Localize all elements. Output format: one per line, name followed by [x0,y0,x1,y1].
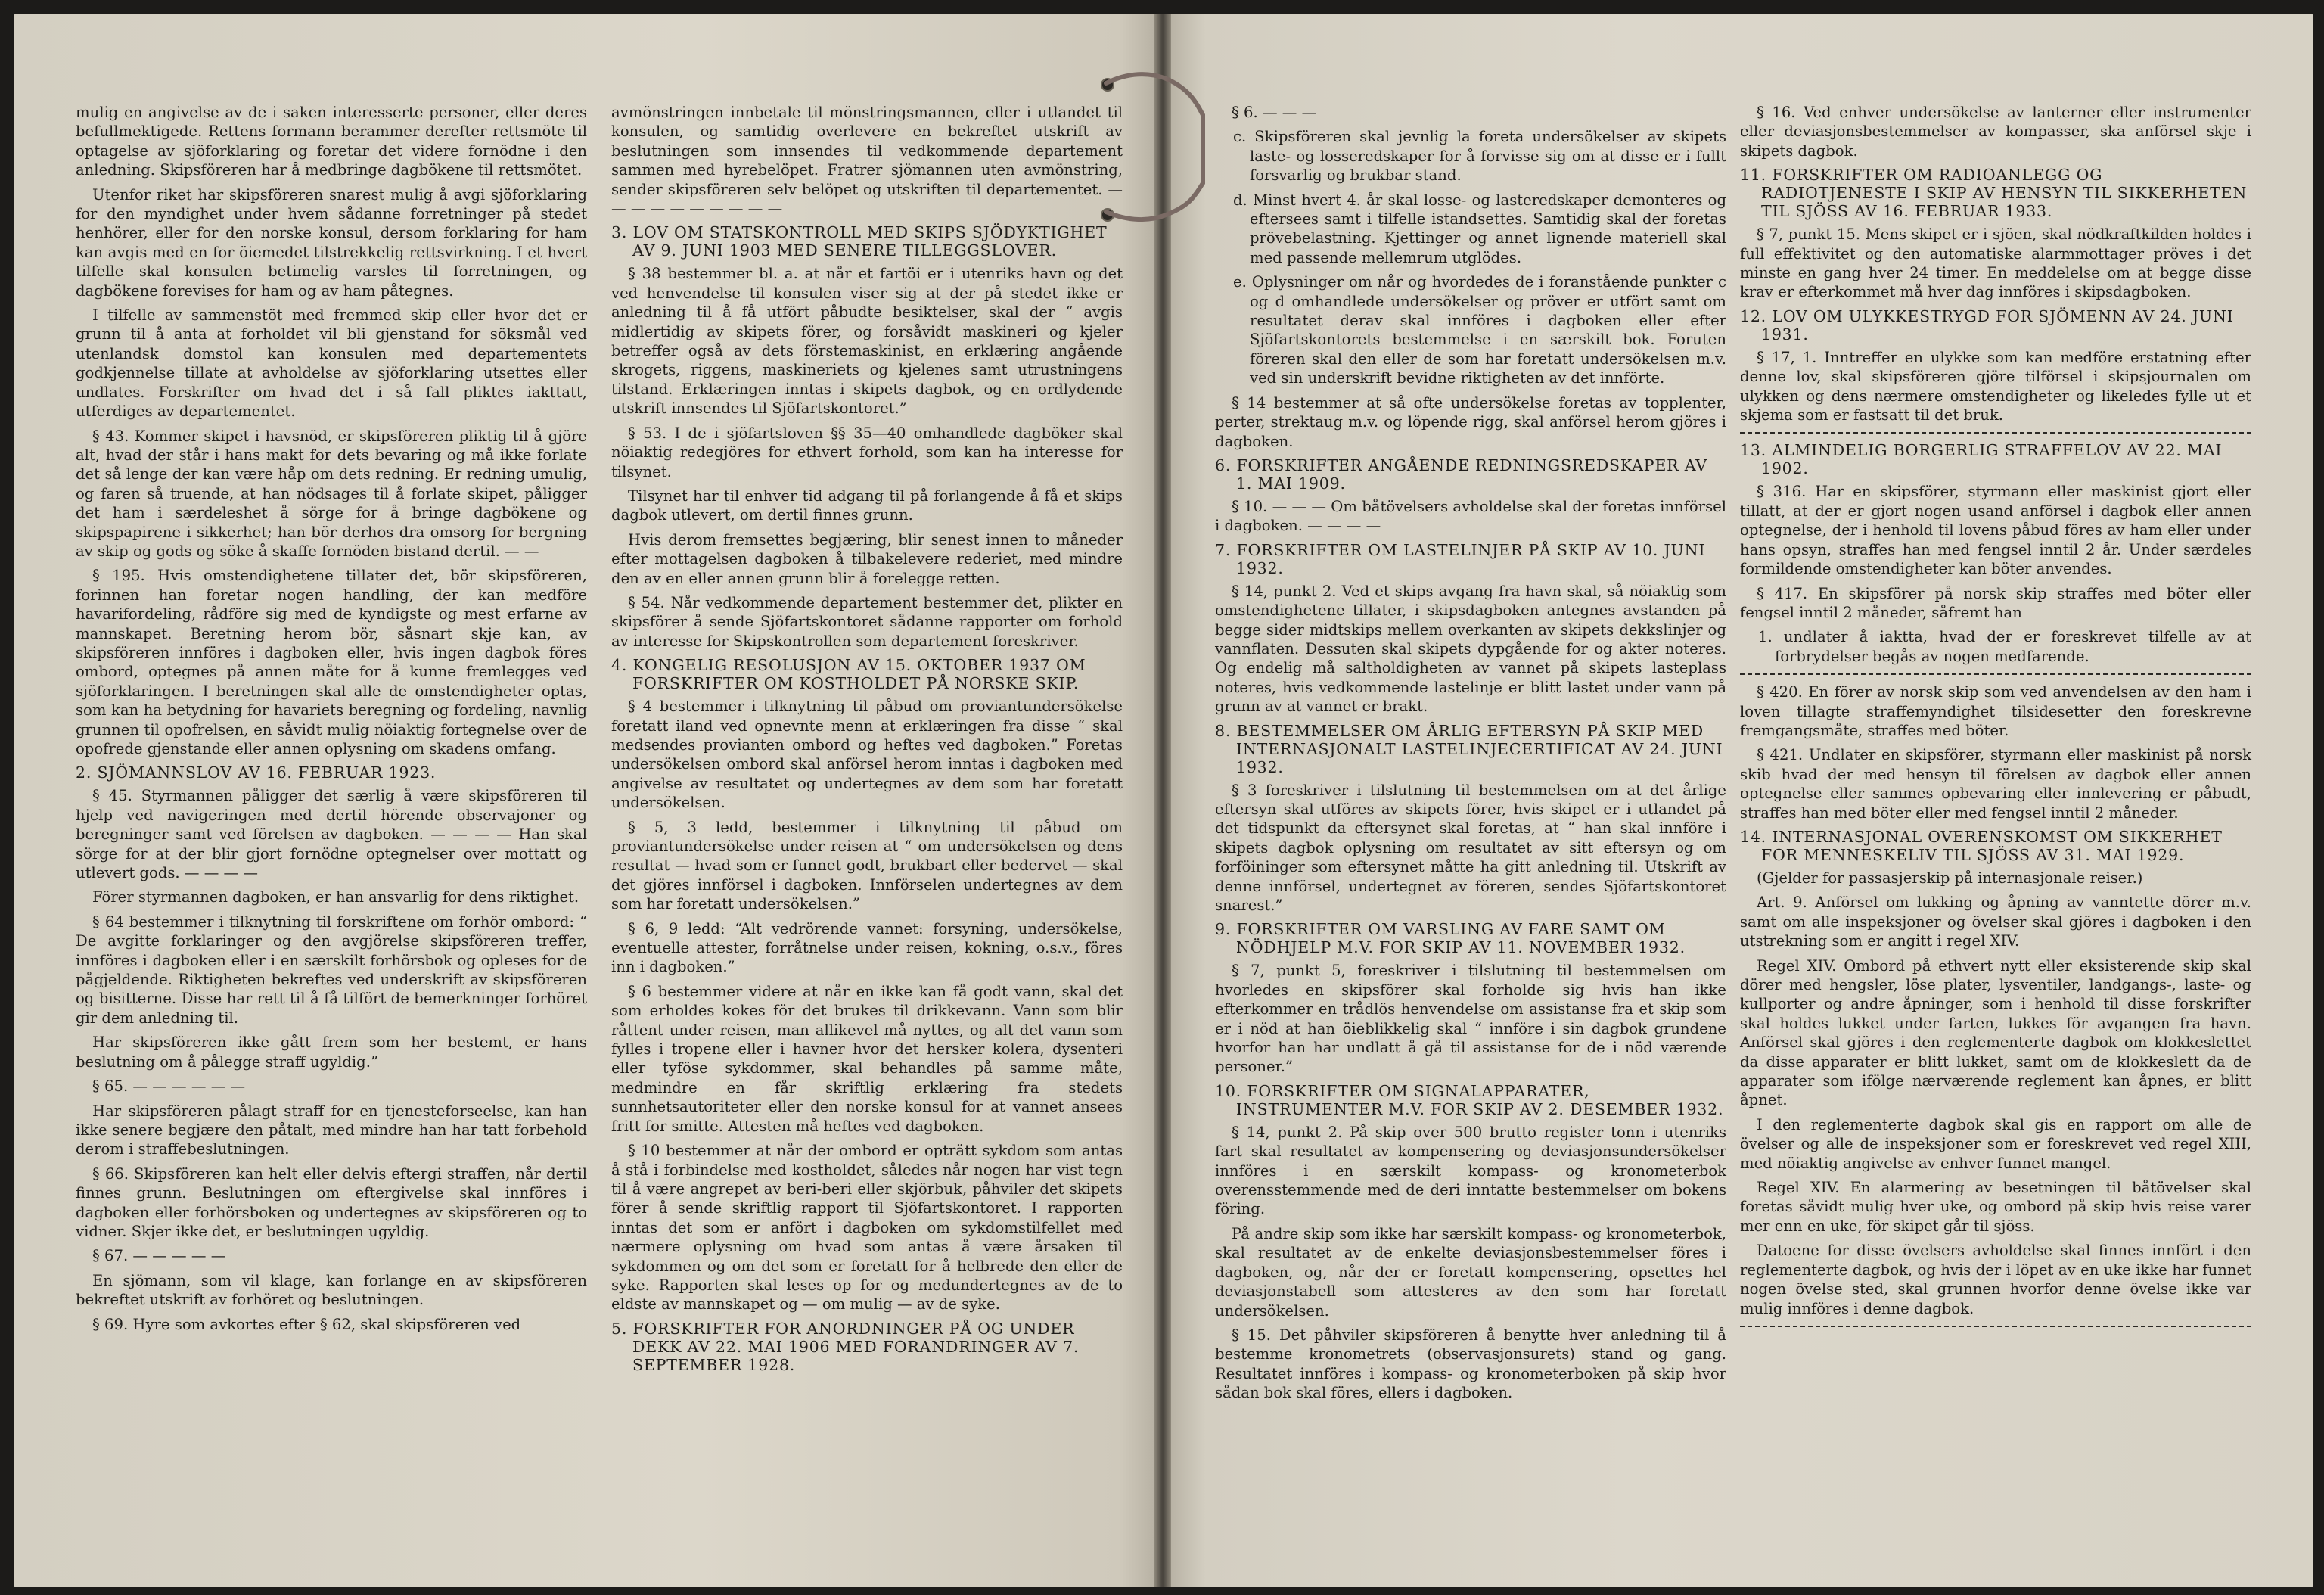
section-heading: 3. LOV OM STATSKONTROLL MED SKIPS SJÖDYKTIGHET AV 9. JUNI 1903 MED SENERE TILLEGGSLOVER. [611,223,1108,260]
body-paragraph: § 65. — — — — — — [92,1077,246,1096]
list-item: 1. undlater å iaktta, hvad der er foreskrevet tilfelle av at forbrydelser begås av nogen medfarende. [1758,628,2251,665]
body-paragraph: § 10 bestemmer at når der ombord er opträtt sykdom som antas å stå i forbindelse med kostholdet, således når nogen har vist tegn til å være angrepet av beri-beri eller skjörbuk, påhviler det skipets förer å sende skriftlig rapport til Sjöfartskontoret. I rapporten inntas det som er anfört i dagboken om sykdomstilfellet med nærmere oplysning om hvad som antas å være årsaken til sykdommen og om det som er foretatt for å helbrede den eller de syke. Rapporten skal leses op for og medundertegnes av de to eldste av mannskapet og — om mulig — av de syke. [611,1142,1123,1314]
body-paragraph: § 38 bestemmer bl. a. at når et fartöi er i utenriks havn og det ved henvendelse til konsulen viser sig at der på stedet ikke er anledning til å få utfört påbudte besiktelser, skal der “ avgis midlertidig av skipets förer, og forsåvidt maskineri og kjeler betreffer også av dets förstemaskinist, en erklæring angående skrogets, riggens, maskineriets og kjelenes samt utrustningens tilstand. Erklæringen inntas i skipets dagbok, og en ordlydende utskrift innsendes til Sjöfartskontoret.” [611,265,1123,418]
body-paragraph: Förer styrmannen dagboken, er han ansvarlig for dens riktighet. [92,888,579,906]
body-paragraph: § 53. I de i sjöfartsloven §§ 35—40 omhandlede dagböker skal nöiaktig redegjöres for ethvert forhold, som kan ha interesse for tilsynet. [611,424,1123,480]
book-gutter [1154,14,1171,1587]
body-paragraph: Art. 9. Anförsel om lukking og åpning av vanntette dörer m.v. samt om alle inspeksjoner og övelser skal gjöres i dagboken i den utstrekning som er angitt i regel XIV. [1740,894,2251,950]
body-paragraph: En sjömann, som vil klage, kan forlange en av skipsföreren bekreftet utskrift av forhöret og beslutningen. [76,1271,587,1309]
body-paragraph: § 15. Det påhviler skipsföreren å benytte hver anledning til å bestemme kronometrets (observasjonsurets) stand og gang. Resultatet innföres i kompass- og kronometerboken på skip hvor sådan bok skal föres, ellers i dagboken. [1215,1326,1726,1402]
body-paragraph: § 7, punkt 5, foreskriver i tilslutning til bestemmelsen om hvorledes en skipsförer skal forholde sig hvis han ikke efterkommer en trådlös henvendelse om assistanse fra et skip som er i nöd at han öieblikkelig skal “ innföre i sin dagbok grundene hvorfor han har undlatt å gå til assistanse for de i nöd værende personer.” [1215,962,1726,1076]
body-paragraph: § 14, punkt 2. På skip over 500 brutto register tonn i utenriks fart skal resultatet av kompensering og deviasjonsundersökelser innföres i en særskilt kompass- og kronometerbok overensstemmende med de deri inntatte bestemmelser om bokens föring. [1215,1123,1726,1218]
body-paragraph: § 420. En förer av norsk skip som ved anvendelsen av den ham i loven tillagte straffemyndighet tilsidesetter den foreskrevne fremgangsmåte, straffes med böter. [1740,683,2251,739]
body-paragraph: § 54. Når vedkommende departement bestemmer det, plikter en skipsförer å sende Sjöfartskontoret sådanne rapporter om forhold av interesse for Skipskontrollen som departement foreskriver. [611,593,1123,650]
body-paragraph: § 67. — — — — — [92,1247,226,1265]
section-heading: 4. KONGELIG RESOLUSJON AV 15. OKTOBER 1937 OM FORSKRIFTER OM KOSTHOLDET PÅ NORSKE SKIP. [611,656,1086,693]
body-paragraph: § 421. Undlater en skipsförer, styrmann eller maskinist på norsk skib hvad der med hensyn til förelsen av dagbok eller annen optegnelse eller sammes opbevaring eller innlevering er påbudt, straffes han med böter eller med fengsel inntil 2 måneder. [1740,746,2251,822]
right-page-column-2 [1740,103,2251,1335]
body-paragraph: § 3 foreskriver i tilslutning til bestemmelsen om at det årlige eftersyn skal utföres av skipets förer, hvis skipet er i utlandet på det tidspunkt da eftersynet skal foretas, at “ han skal innföre i skipets dagbok oplysning om resultatet av sitt eftersyn og om forföininger som eftersynet måtte ha gitt anledning til. Utskrift av denne innförsel, undertegnet av föreren, sendes Sjöfartskontoret snarest.” [1215,781,1726,914]
body-paragraph: § 4 bestemmer i tilknytning til påbud om proviantundersökelse foretatt iland ved opnevnte menn at erklæringen fra disse “ skal medsendes provianten ombord og heftes ved dagboken.” Foretas undersökelsen ombord skal anförsel herom inntas i dagboken med angivelse av resultatet og undertegnes av dem som har foretatt undersökelsen. [611,698,1123,812]
section-heading: 8. BESTEMMELSER OM ÅRLIG EFTERSYN PÅ SKIP MED INTERNASJONALT LASTELINJECERTIFICAT AV 24. JUNI 1932. [1215,721,1723,776]
body-paragraph: § 64 bestemmer i tilknytning til forskriftene om forhör ombord: “ De avgitte forklaringer og den avgjörelse skipsföreren treffer, innföres i dagboken eller i en særskilt forhörsbok og opleses for de pågjeldende. Riktigheten bekreftes ved underskrift av skipsföreren og bisitterne. Disse har rett til å få tilfört de bemerkninger forhöret gir dem anledning til. [76,913,587,1027]
body-paragraph: mulig en angivelse av de i saken interesserte personer, eller deres befullmektigede. Rettens formann berammer derefter rettsmöte til optagelse av sjöforklaring og foretar det videre fornödne i den anledning. Skipsföreren har å medbringe dagbökene til rettsmötet. [76,104,587,179]
body-paragraph: Hvis derom fremsettes begjæring, blir senest innen to måneder efter mottagelsen dagboken å tilbakelevere rederiet, med mindre den av en eller annen grunn blir å forelegge retten. [611,530,1123,587]
thread-upper-loop [1106,74,1203,115]
body-paragraph: § 7, punkt 15. Mens skipet er i sjöen, skal nödkraftkilden holdes i full effektivitet og den automatiske alarmmottager pröves i det minste en gang hver 24 timer. En meddelelse om at begge disse krav er efterkommet må hver dag innföres i skipsdagboken. [1740,225,2251,301]
section-heading: 12. LOV OM ULYKKESTRYGD FOR SJÖMENN AV 24. JUNI 1931. [1740,306,2234,344]
right-page-column-1 [1215,103,1726,1408]
body-paragraph: § 5, 3 ledd, bestemmer i tilknytning til påbud om proviantundersökelse under reisen at “ om undersökelsen og dens resultat — hvad som er funnet godt, brukbart eller bedervet — skal det gjöres innförsel i dagboken. Innförselen undertegnes av dem som har foretatt undersökelsen.” [611,818,1123,913]
body-paragraph: § 14, punkt 2. Ved et skips avgang fra havn skal, så nöiaktig som omstendighetene tillater, i skipsdagboken antegnes avstanden på begge sider midtskips mellem overkanten av skipets dekkslinjer og vannflaten. Dessuten skal skipets dypgående for og akter noteres. Og endelig må saltholdigheten av vannet på skipets lasteplass noteres, hvis vedkommende lastelinje er blitt lastet under vann på grunn av at vannet er brakt. [1215,582,1726,716]
list-item: c. Skipsföreren skal jevnlig la foreta undersökelser av skipets laste- og losseredskaper for å forvisse sig om at disse er i fullt forsvarlig og brukbar stand. [1233,128,1726,185]
body-paragraph: avmönstringen innbetale til mönstringsmannen, eller i utlandet til konsulen, og samtidig overlevere en bekreftet utskrift av beslutningen som innsendes til vedkommende departement sammen med hyrebelöpet. Fratrer sjömannen uten avmönstring, sender skipsföreren selv belöpet og utskriften til departementet. — — — — — — — — — — [611,104,1123,218]
body-paragraph: (Gjelder for passasjerskip på internasjonale reiser.) [1757,869,2143,887]
body-paragraph: I tilfelle av sammenstöt med fremmed skip eller hvor det er grunn til å anta at forholdet vil bli gjenstand for söksmål ved utenlandsk domstol kan konsulen med departementets godkjennelse tillate at avholdelse av sjöforklaring utsettes eller undlates. Forskrifter om hvad det i så fall pliktes iakttatt, utferdiges av departementet. [76,306,587,421]
section-divider-rule [1740,1326,2251,1327]
body-paragraph: § 69. Hyre som avkortes efter § 62, skal skipsföreren ved [92,1315,521,1333]
section-heading: 13. ALMINDELIG BORGERLIG STRAFFELOV AV 22. MAI 1902. [1740,441,2223,478]
body-paragraph: På andre skip som ikke har særskilt kompass- og kronometerbok, skal resultatet av de enkelte deviasjonsbestemmelser föres i dagboken, og, når der er foretatt kompensering, opsettes hel deviasjonstabell som attesteres av den som har foretatt undersökelsen. [1215,1224,1726,1320]
section-heading: 9. FORSKRIFTER OM VARSLING AV FARE SAMT OM NÖDHJELP M.V. FOR SKIP AV 11. NOVEMBER 1932. [1215,920,1686,957]
section-heading: 10. FORSKRIFTER OM SIGNALAPPARATER, INSTRUMENTER M.V. FOR SKIP AV 2. DESEMBER 1932. [1215,1081,1724,1118]
list-item: e. Oplysninger om når og hvordedes de i foranstående punkter c og d omhandlede undersökelser og pröver er utfört samt om resultatet derav skal innföres i dagboken eller efter Sjöfartskontorets bestemmelse i en særskilt bok. Foruten föreren skal den eller de som har foretatt undersökelsen m.v. ved sin underskrift bevidne riktigheten av det innförte. [1233,273,1726,387]
body-paragraph: § 195. Hvis omstendighetene tillater det, bör skipsföreren, forinnen han foretar nogen handling, der kan medföre havarifordeling, rådföre sig med de kyndigste og mest erfarne av mannskapet. Beretning herom bör, såsnart skje kan, av skipsföreren innföres i dagboken eller, hvis ingen dagbok föres ombord, optegnes på annen måte for å kunne fremlegges ved sjöforklaringen. I beretningen skal alle de omstendigheter optas, som kan ha betydning for havariets beregning og fordeling, navnlig grunnen til opofrelsen, en såvidt mulig nöiaktig fortegnelse over de opofrede gjenstande eller annen oplysning om skadens omfang. [76,567,587,757]
section-heading: 2. SJÖMANNSLOV AV 16. FEBRUAR 1923. [76,763,437,782]
body-paragraph: § 6, 9 ledd: “Alt vedrörende vannet: forsyning, undersökelse, eventuelle attester, forråtnelse under reisen, kokning, o.s.v., föres inn i dagboken.” [611,919,1123,976]
body-paragraph: § 6 bestemmer videre at når en ikke kan få godt vann, skal det som erholdes kokes för det brukes til drikkevann. Vann som blir råttent under reisen, man allikevel må nyttes, og alt det vann som fylles i tropene eller i havner hvor det hersker kolera, dysenteri eller tyföse sykdommer, skal behandles på samme måte, medmindre en får skriftlig erklæring fra stedets sunnhetsautoriteter eller den norske konsul for at vannet ansees fritt for smitte. Attesten må heftes ved dagboken. [611,982,1123,1135]
section-heading: 11. FORSKRIFTER OM RADIOANLEGG OG RADIOTJENESTE I SKIP AV HENSYN TIL SIKKERHETEN TIL SJÖSS AV 16. FEBRUAR 1933. [1740,166,2248,221]
body-paragraph: Datoene for disse övelsers avholdelse skal finnes innfört i den reglementerte dagbok, og hvis der i löpet av en uke ikke har funnet nogen övelse sted, skal grunnen hvorfor denne övelse ikke var mulig innföres i denne dagbok. [1740,1242,2251,1317]
right-page [1171,14,2313,1587]
section-heading: 14. INTERNASJONAL OVERENSKOMST OM SIKKERHET FOR MENNESKELIV TIL SJÖSS AV 31. MAI 1929. [1740,827,2223,864]
left-page [14,14,1154,1587]
section-heading: 5. FORSKRIFTER FOR ANORDNINGER PÅ OG UNDER DEKK AV 22. MAI 1906 MED FORANDRINGER AV 7. SEPTEMBER 1928. [611,1319,1080,1374]
body-paragraph: Har skipsföreren pålagt straff for en tjenesteforseelse, kan han ikke senere begjære den påtalt, med mindre han har tatt forbehold derom i straffebeslutningen. [76,1102,587,1158]
body-paragraph: § 66. Skipsföreren kan helt eller delvis eftergi straffen, når dertil finnes grunn. Beslutningen om eftergivelse skal innföres i dagboken eller forhörsboken og undertegnes av skipsföreren og to vidner. Skjer ikke det, er beslutningen ugyldig. [76,1164,587,1240]
body-paragraph: Utenfor riket har skipsföreren snarest mulig å avgi sjöforklaring for den myndighet under hvem sådanne forretninger på stedet henhörer, eller for den norske konsul, dersom forklaring for ham kan avgis med en for öiemedet tilstrekkelig rettsvirkning. I et hvert tilfelle skal konsulen betimelig varsles til forretningen, og dagbökene forevises for ham og av ham påtegnes. [76,185,587,300]
section-divider-rule [1740,673,2251,675]
body-paragraph: Regel XIV. En alarmering av besetningen til båtövelser skal foretas såvidt mulig hver uke, og ombord på skip hvis reise varer mer enn en uke, för skipet går til sjöss. [1740,1179,2251,1235]
body-paragraph: § 316. Har en skipsförer, styrmann eller maskinist gjort eller tillatt, at der er gjort nogen usand anförsel i dagbok eller annen optegnelse, der i henhold til lovens påbud föres av ham eller under hans opsyn, straffes han med fengsel inntil 2 år. Under særdeles formildende omstendigheter kan böter anvendes. [1740,483,2251,578]
body-paragraph: § 417. En skipsförer på norsk skip straffes med böter eller fengsel inntil 2 måneder, såfremt han [1740,584,2251,621]
body-paragraph: § 16. Ved enhver undersökelse av lanterner eller instrumenter eller deviasjonsbestemmelser av kompasser, ska anförsel skje i skipets dagbok. [1740,104,2251,160]
left-page-column-1 [76,103,587,1339]
body-paragraph: § 10. — — — Om båtövelsers avholdelse skal der foretas innförsel i dagboken. — — — — [1215,497,1726,535]
body-paragraph: § 14 bestemmer at så ofte undersökelse foretas av topplenter, perter, strektaug m.v. og löpende rigg, skal anförsel herom gjöres i dagboken. [1215,393,1726,450]
body-paragraph: § 43. Kommer skipet i havsnöd, er skipsföreren pliktig til å gjöre alt, hvad der står i hans makt for dets bevaring og må ikke forlate det så lenge der kan være håp om dets redning. Er redning umulig, og faren så truende, at han nödsages til å forlate skipet, påligger det ham i særdeleshet å sörge for å bringe dagbökene og skipspapirene i sikkerhet; han bör derhos dra omsorg for bergning av skip og gods og söke å skaffe fornöden bistand dertil. — — [76,427,587,560]
section-divider-rule [1740,432,2251,434]
binding-thread [1097,70,1233,229]
left-page-column-2 [611,103,1123,1379]
thread-lower-loop [1106,183,1203,219]
list-item: d. Minst hvert 4. år skal losse- og lasteredskaper demonteres og eftersees samt i tilfelle istandsettes. Samtidig skal der foretas prövebelastning. Kjettinger og annet lignende materiell skal med passende mellemrum utglödes. [1233,191,1726,266]
body-paragraph: Har skipsföreren ikke gått frem som her bestemt, er hans beslutning om å pålegge straff ugyldig.” [76,1034,587,1071]
body-paragraph: § 45. Styrmannen påligger det særlig å være skipsföreren til hjelp ved navigeringen med dertil hörende observajoner og beregninger samt ved förelsen av dagboken. — — — — Han skal sörge for at der blir gjort fornödne optegnelser over mottatt og utlevert gods. — — — — [76,787,587,882]
section-heading: 7. FORSKRIFTER OM LASTELINJER PÅ SKIP AV 10. JUNI 1932. [1215,540,1706,577]
section-heading: 6. FORSKRIFTER ANGÅENDE REDNINGSREDSKAPER AV 1. MAI 1909. [1215,455,1707,493]
body-paragraph: Tilsynet har til enhver tid adgang til på forlangende å få et skips dagbok utlevert, om dertil finnes grunn. [611,487,1123,524]
body-paragraph: Regel XIV. Ombord på ethvert nytt eller eksisterende skip skal dörer med hengsler, löse plater, lysventiler, landgangs-, laste- og kullporter og andre åpninger, som i henhold til disse forskrifter skal holdes lukket under farten, lukkes för avgangen fra havn. Anförsel skal gjöres i den reglementerte dagbok om klokkeslettet da disse apparater er blitt lukket, samt om de klokkeslett da de apparater som ifölge nærværende reglement kan åpnes, er blitt åpnet. [1740,956,2251,1109]
body-paragraph: I den reglementerte dagbok skal gis en rapport om alle de övelser og alle de inspeksjoner som er foreskrevet ved regel XIII, med nöiaktig angivelse av enhver funnet mangel. [1740,1115,2251,1172]
body-paragraph: § 17, 1. Inntreffer en ulykke som kan medföre erstatning efter denne lov, skal skipsföreren gjöre tilförsel i skipsjournalen om ulykken og dens nærmere omstendigheter og likeledes fylle ut et skjema som er fastsatt til det bruk. [1740,348,2251,424]
body-paragraph: § 6. — — — [1232,104,1317,121]
